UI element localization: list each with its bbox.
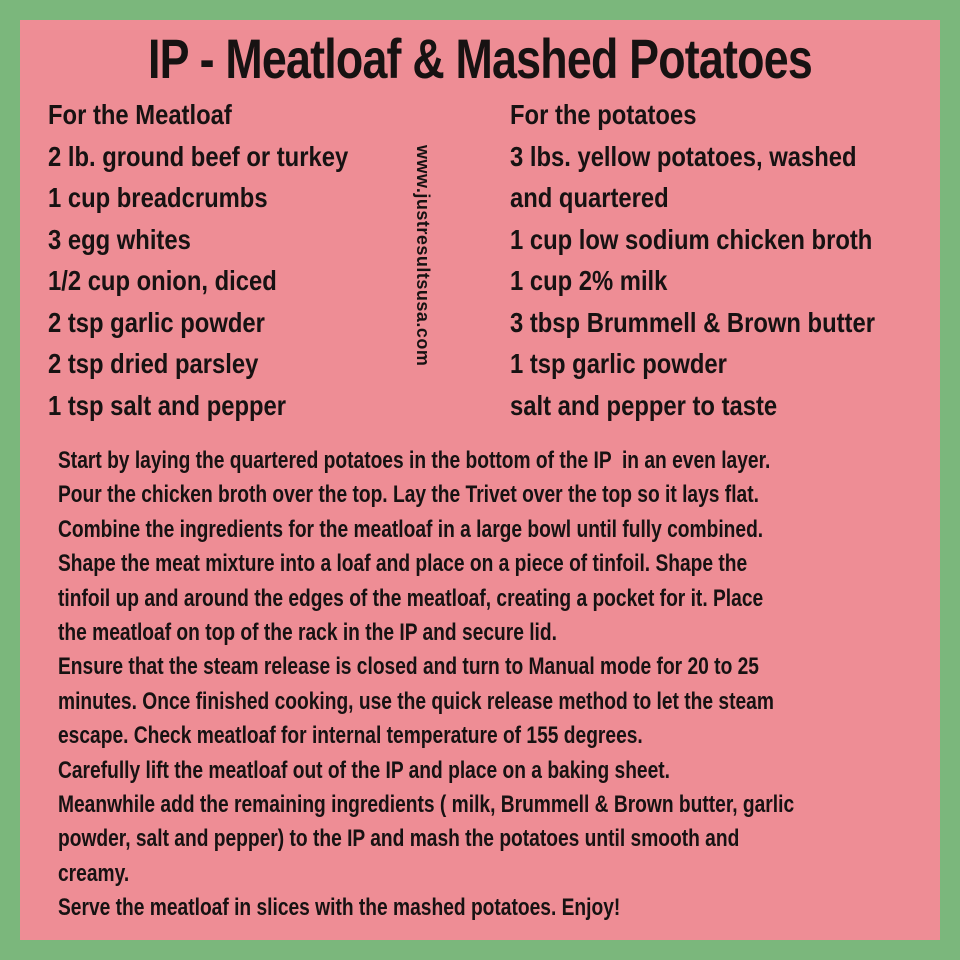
ingredient-line: 1 tsp salt and pepper [48,389,287,421]
ingredient-line: and quartered [510,182,669,213]
instruction-line: escape. Check meatloaf for internal temperature of 155 degrees. [58,722,643,750]
instruction-line: tinfoil up and around the edges of the meatloaf, creating a pocket for it. Place [58,584,764,612]
ingredient-line: 2 lb. ground beef or turkey [48,140,349,172]
instruction-line: Meanwhile add the remaining ingredients ( milk, Brummell & Brown butter, garlic [58,791,795,819]
ingredient-line: 1 tsp garlic powder [510,348,727,379]
ingredient-line: 2 tsp dried parsley [48,348,259,379]
recipe-title: IP - Meatloaf & Mashed Potatoes [148,27,812,90]
ingredient-line: 3 egg whites [48,223,191,255]
ingredient-line: salt and pepper to taste [510,389,778,421]
instruction-line: Start by laying the quartered potatoes in the bottom of the IP in an even layer. [58,447,771,474]
meatloaf-ingredients-column [48,94,348,426]
potatoes-ingredients-column [510,94,875,426]
ingredient-line: 2 tsp garlic powder [48,306,265,338]
ingredient-line: 1 cup low sodium chicken broth [510,223,873,255]
instruction-line: Combine the ingredients for the meatloaf in a large bowl until fully combined. [58,515,764,543]
watermark-url: www.justresultsusa.com [413,145,433,367]
instruction-line: Ensure that the steam release is closed and turn to Manual mode for 20 to 25 [58,653,759,681]
instruction-line: Shape the meat mixture into a loaf and place on a piece of tinfoil. Shape the [58,550,748,578]
potatoes-heading: For the potatoes [510,99,697,130]
instruction-line: minutes. Once finished cooking, use the quick release method to let the steam [58,687,774,715]
ingredient-line: 3 tbsp Brummell & Brown butter [510,306,875,338]
instruction-line: powder, salt and pepper) to the IP and mash the potatoes until smooth and [58,825,740,853]
instruction-line: creamy. [58,859,130,887]
ingredient-line: 1 cup 2% milk [510,265,668,296]
instruction-line: Pour the chicken broth over the top. Lay the Trivet over the top so it lays flat. [58,481,759,509]
instruction-line: Serve the meatloaf in slices with the mashed potatoes. Enjoy! [58,894,621,922]
ingredient-line: 3 lbs. yellow potatoes, washed [510,140,857,172]
ingredient-line: 1 cup breadcrumbs [48,182,268,213]
instruction-line: Carefully lift the meatloaf out of the IP and place on a baking sheet. [58,756,671,784]
instruction-line: the meatloaf on top of the rack in the IP and secure lid. [58,619,557,647]
instructions-block [58,444,960,926]
ingredient-line: 1/2 cup onion, diced [48,265,277,296]
meatloaf-heading: For the Meatloaf [48,99,232,130]
